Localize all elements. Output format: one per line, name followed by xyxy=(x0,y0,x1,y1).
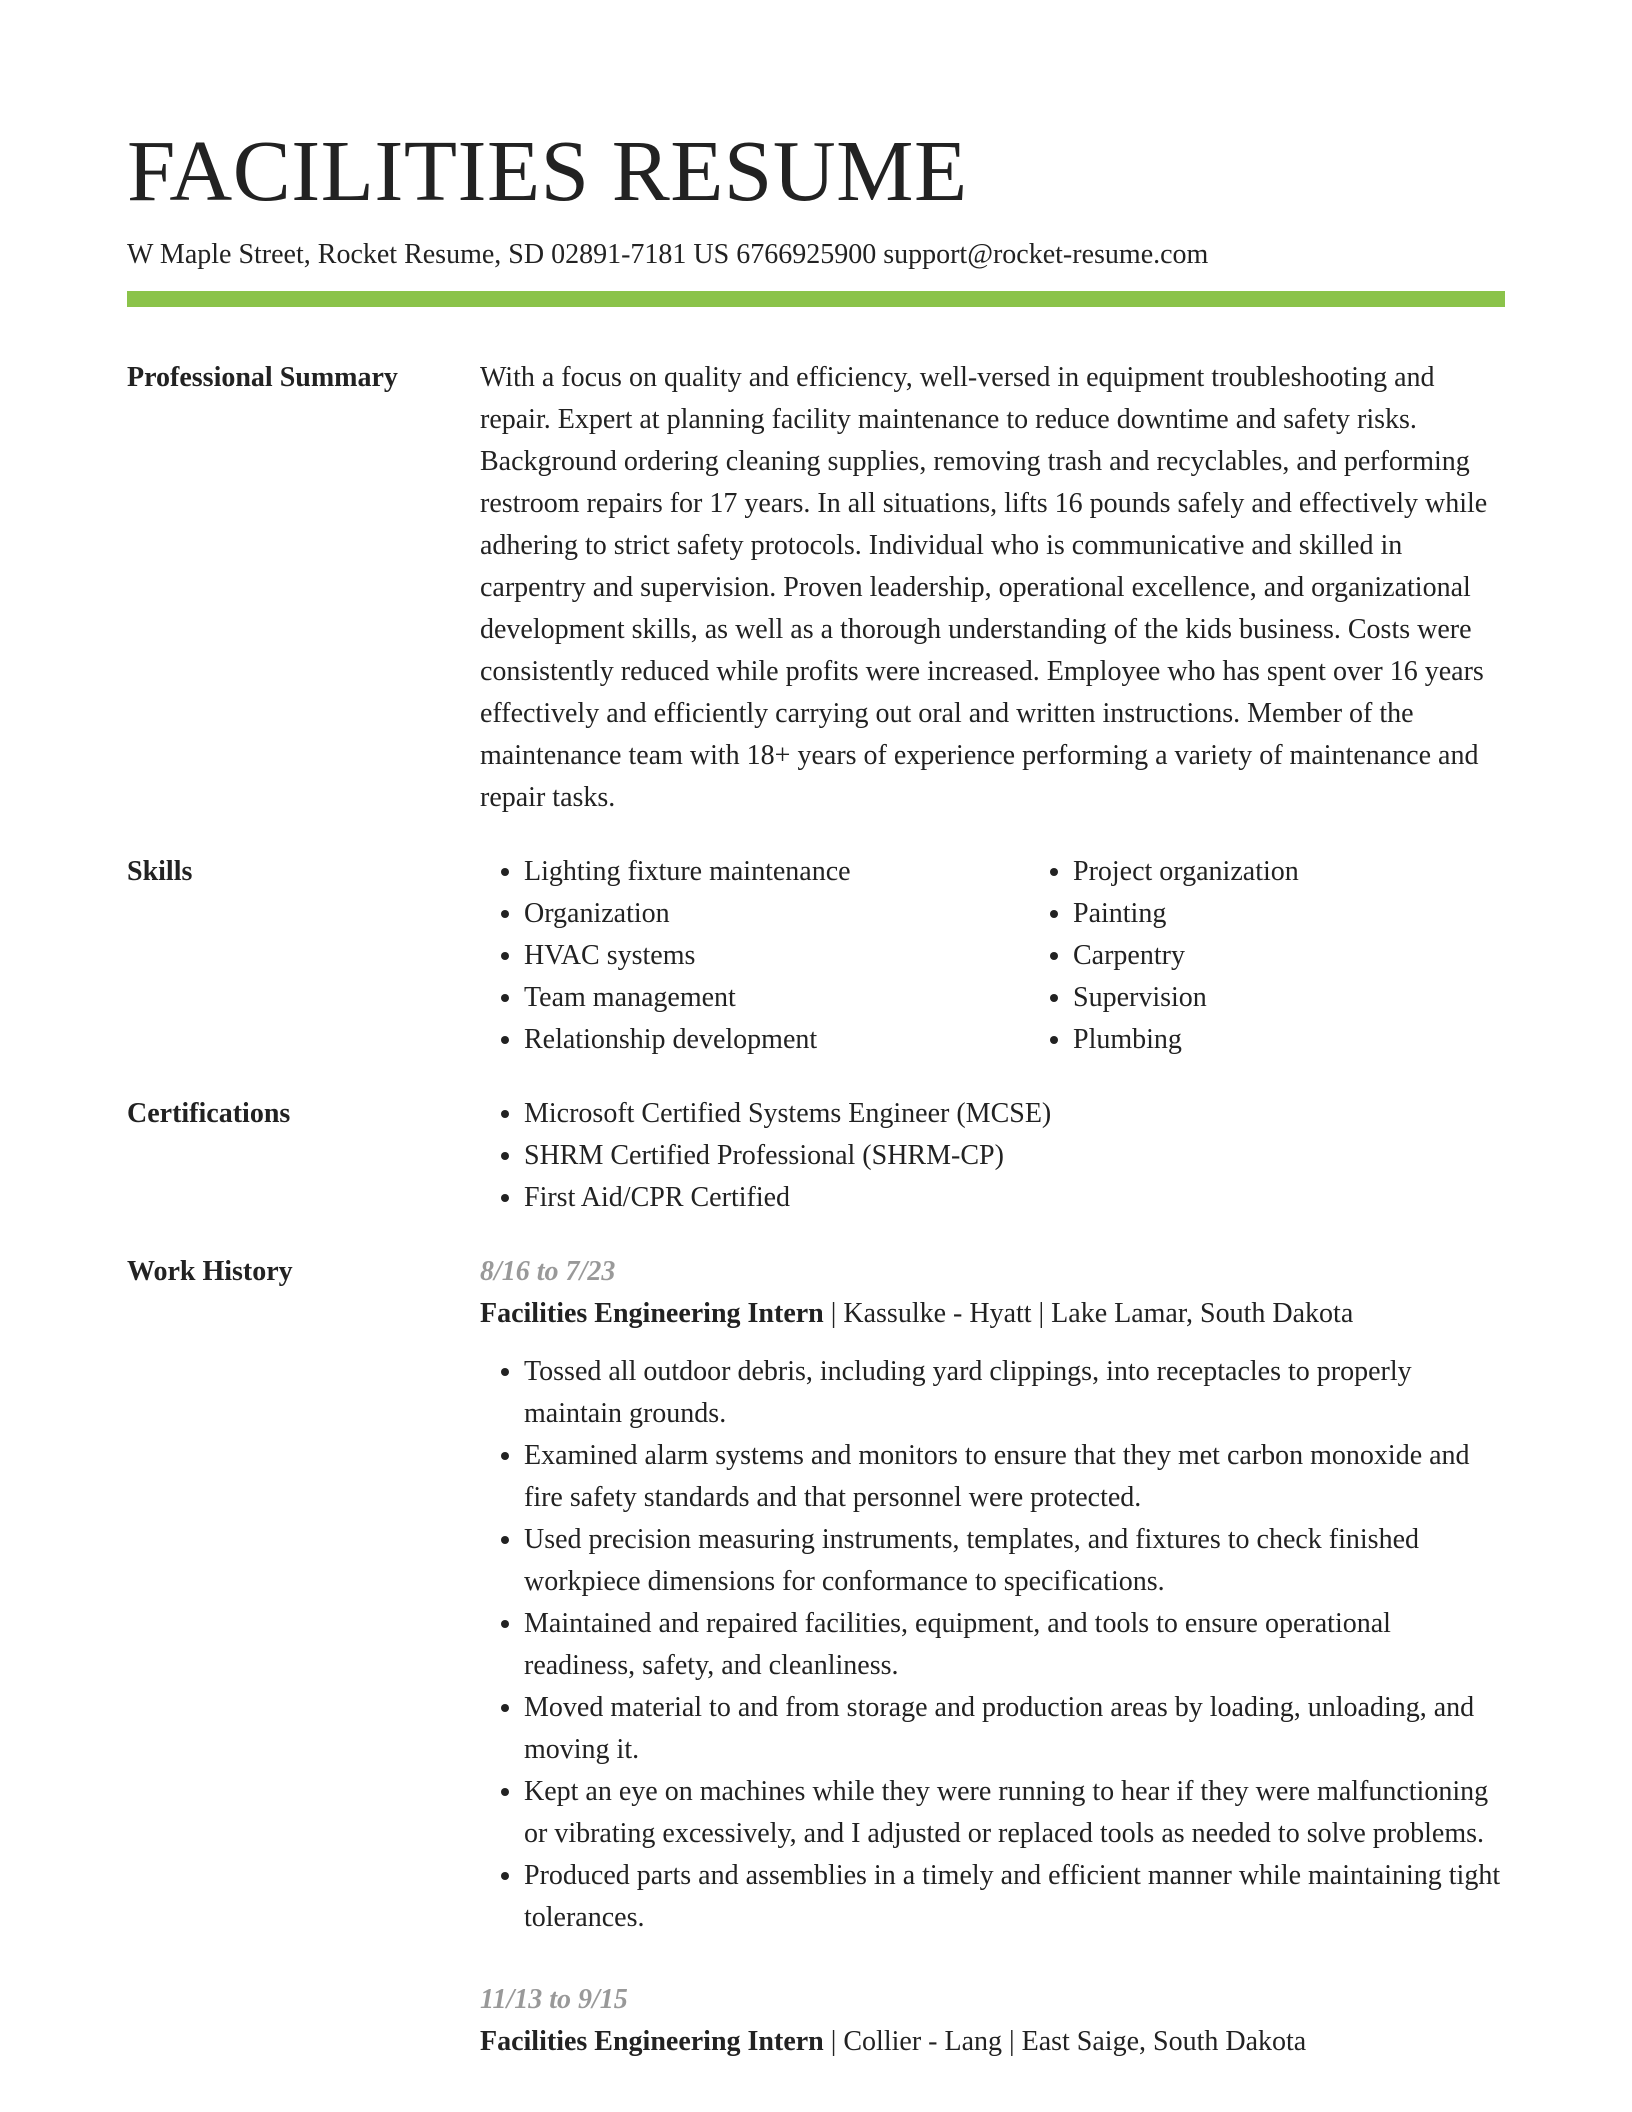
skill-item: • HVAC systems xyxy=(524,935,984,977)
certification-item: • Microsoft Certified Systems Engineer (MCSE) xyxy=(524,1093,1505,1135)
certifications-bullets xyxy=(480,1093,1505,1219)
job-duty: • Used precision measuring instruments, templates, and fixtures to check finished workpiece dimensions for conformance to specifications. xyxy=(524,1519,1505,1603)
job-employer-location: | Kassulke - Hyatt | Lake Lamar, South Dakota xyxy=(823,1298,1354,1329)
job-employer-location: | Collier - Lang | East Saige, South Dakota xyxy=(823,2026,1307,2057)
summary-text: With a focus on quality and efficiency, well-versed in equipment troubleshooting and repair. Expert at planning facility maintenance to reduce downtime and safety risks. Background ordering cleaning supplies, removing trash and recyclables, and performing restroom repairs for 17 years. In all situations, lifts 16 pounds safely and effectively while adhering to strict safety protocols. Individual who is communicative and skilled in carpentry and supervision. Proven leadership, operational excellence, and organizational development skills, as well as a thorough understanding of the kids business. Costs were consistently reduced while profits were increased. Employee who has spent over 16 years effectively and efficiently carrying out oral and written instructions. Member of the maintenance team with 18+ years of experience performing a variety of maintenance and repair tasks. xyxy=(480,362,1488,813)
job-duty: • Examined alarm systems and monitors to ensure that they met carbon monoxide and fire safety standards and that personnel were protected. xyxy=(524,1435,1505,1519)
certifications-list xyxy=(480,1093,1505,1219)
job-dates: 8/16 to 7/23 xyxy=(480,1256,616,1287)
job-entry xyxy=(480,1251,1505,1939)
skills-list xyxy=(480,851,1533,1061)
job-duty: • Maintained and repaired facilities, equipment, and tools to ensure operational readiness, safety, and cleanliness. xyxy=(524,1603,1505,1687)
skills-column-left xyxy=(480,851,984,1061)
header-divider xyxy=(127,291,1505,307)
skills-column-right xyxy=(1029,851,1533,1061)
certifications-label: Certifications xyxy=(127,1098,291,1129)
job-duty: • Moved material to and from storage and production areas by loading, unloading, and moving it. xyxy=(524,1687,1505,1771)
summary-section xyxy=(127,357,1505,819)
skills-section xyxy=(127,851,1505,1061)
certification-item: • First Aid/CPR Certified xyxy=(524,1177,1505,1219)
job-duties xyxy=(480,1351,1505,1939)
skill-item: • Team management xyxy=(524,977,984,1019)
summary-label: Professional Summary xyxy=(127,362,398,393)
skill-item: • Painting xyxy=(1073,893,1533,935)
skill-item: • Project organization xyxy=(1073,851,1533,893)
job-duty: • Kept an eye on machines while they were running to hear if they were malfunctioning or vibrating excessively, and I adjusted or replaced tools as needed to solve problems. xyxy=(524,1771,1505,1855)
skill-item: • Plumbing xyxy=(1073,1019,1533,1061)
resume-title: FACILITIES RESUME xyxy=(127,122,968,219)
job-entry xyxy=(480,1979,1505,2063)
skills-label: Skills xyxy=(127,856,193,887)
work-history-list xyxy=(480,1251,1505,2063)
skill-item: • Supervision xyxy=(1073,977,1533,1019)
certifications-section xyxy=(127,1093,1505,1219)
job-heading xyxy=(480,1293,1505,1335)
skill-item: • Lighting fixture maintenance xyxy=(524,851,984,893)
resume-page xyxy=(127,0,1505,2063)
job-dates: 11/13 to 9/15 xyxy=(480,1984,628,2015)
job-title: Facilities Engineering Intern xyxy=(480,2026,824,2057)
certification-item: • SHRM Certified Professional (SHRM-CP) xyxy=(524,1135,1505,1177)
skill-item: • Organization xyxy=(524,893,984,935)
skill-item: • Relationship development xyxy=(524,1019,984,1061)
job-duty: • Tossed all outdoor debris, including yard clippings, into receptacles to properly maintain grounds. xyxy=(524,1351,1505,1435)
work-history-section xyxy=(127,1251,1505,2063)
work-history-label: Work History xyxy=(127,1256,293,1287)
job-title: Facilities Engineering Intern xyxy=(480,1298,824,1329)
skill-item: • Carpentry xyxy=(1073,935,1533,977)
job-duty: • Produced parts and assemblies in a timely and efficient manner while maintaining tight tolerances. xyxy=(524,1855,1505,1939)
contact-info: W Maple Street, Rocket Resume, SD 02891-7181 US 6766925900 support@rocket-resume.com xyxy=(127,239,1209,270)
job-heading xyxy=(480,2021,1505,2063)
